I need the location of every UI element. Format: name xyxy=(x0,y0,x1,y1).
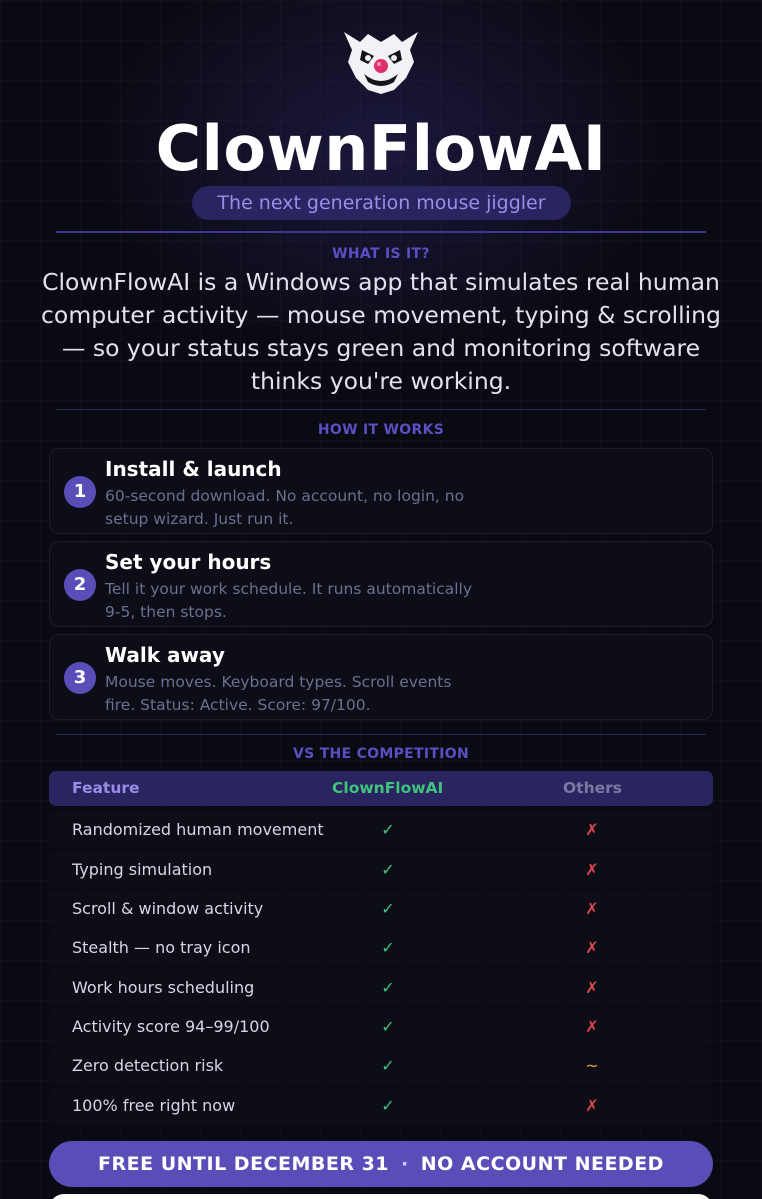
cross-icon: ✗ xyxy=(585,860,599,879)
cross-icon: ✗ xyxy=(585,899,599,918)
step-description: 60-second download. No account, no login, no setup wizard. Just run it. xyxy=(105,487,465,528)
check-icon: ✓ xyxy=(381,1096,395,1115)
cta-right-text: NO ACCOUNT NEEDED xyxy=(420,1153,664,1175)
tagline-badge: The next generation mouse jiggler xyxy=(192,186,571,220)
step-card xyxy=(49,541,713,627)
divider xyxy=(56,409,706,410)
feature-name: Typing simulation xyxy=(72,860,213,879)
table-row xyxy=(49,851,713,888)
divider xyxy=(56,734,706,735)
cta-separator: · xyxy=(401,1153,409,1175)
check-icon: ✓ xyxy=(381,978,395,997)
section-label-what: WHAT IS IT? xyxy=(332,246,430,262)
table-row xyxy=(49,1047,713,1084)
feature-name: Activity score 94–99/100 xyxy=(72,1017,270,1036)
comparison-table-header xyxy=(49,771,713,806)
step-title: Install & launch xyxy=(105,457,282,481)
header-feature: Feature xyxy=(72,779,140,797)
clown-face-icon xyxy=(340,28,422,94)
cta-left-text: FREE UNTIL DECEMBER 31 xyxy=(98,1153,390,1175)
feature-name: Zero detection risk xyxy=(72,1056,224,1075)
step-number: 1 xyxy=(64,476,96,508)
cross-icon: ✗ xyxy=(585,1096,599,1115)
feature-name: Stealth — no tray icon xyxy=(72,938,251,957)
table-row xyxy=(49,969,713,1006)
divider xyxy=(56,231,706,233)
free-cta-button[interactable] xyxy=(49,1141,713,1187)
cross-icon: ✗ xyxy=(585,820,599,839)
step-title: Walk away xyxy=(105,643,225,667)
feature-name: Scroll & window activity xyxy=(72,899,264,918)
step-number: 3 xyxy=(64,662,96,694)
table-row xyxy=(49,890,713,927)
table-row xyxy=(49,929,713,966)
check-icon: ✓ xyxy=(381,820,395,839)
header-others: Others xyxy=(563,779,623,797)
cross-icon: ✗ xyxy=(585,1017,599,1036)
app-title: ClownFlowAI xyxy=(155,112,607,185)
table-row xyxy=(49,1087,713,1124)
section-label-competition: VS THE COMPETITION xyxy=(293,746,469,762)
step-card xyxy=(49,448,713,534)
table-row xyxy=(49,1008,713,1045)
cross-icon: ✗ xyxy=(585,978,599,997)
step-number: 2 xyxy=(64,569,96,601)
tilde-icon: ~ xyxy=(585,1056,599,1075)
section-label-how: HOW IT WORKS xyxy=(317,422,445,438)
feature-name: Randomized human movement xyxy=(72,820,324,839)
cross-icon: ✗ xyxy=(585,938,599,957)
table-row xyxy=(49,811,713,848)
feature-name: Work hours scheduling xyxy=(72,978,255,997)
download-button[interactable] xyxy=(49,1194,713,1199)
step-description: Tell it your work schedule. It runs automatically 9-5, then stops. xyxy=(105,580,473,621)
check-icon: ✓ xyxy=(381,899,395,918)
what-description: ClownFlowAI is a Windows app that simulates real human computer activity — mouse movement, typing & scrolling — so your status stays green and monitoring software thinks you're working. xyxy=(41,268,721,395)
feature-name: 100% free right now xyxy=(72,1096,236,1115)
check-icon: ✓ xyxy=(381,1056,395,1075)
step-title: Set your hours xyxy=(105,550,272,574)
check-icon: ✓ xyxy=(381,938,395,957)
check-icon: ✓ xyxy=(381,1017,395,1036)
step-description: Mouse moves. Keyboard types. Scroll events fire. Status: Active. Score: 97/100. xyxy=(105,673,452,714)
step-card xyxy=(49,634,713,720)
header-ours: ClownFlowAI xyxy=(332,779,444,797)
check-icon: ✓ xyxy=(381,860,395,879)
